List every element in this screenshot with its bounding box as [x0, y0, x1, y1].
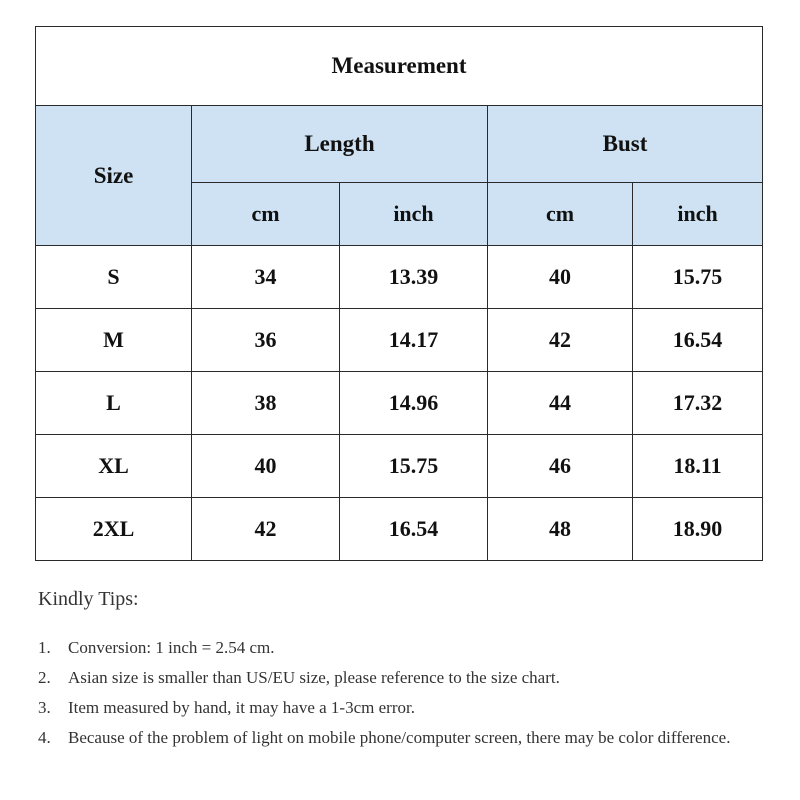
length-cm-cell: 34 — [192, 246, 340, 309]
size-cell: 2XL — [36, 498, 192, 561]
bust-cm-cell: 48 — [488, 498, 633, 561]
bust-inch-cell: 17.32 — [633, 372, 763, 435]
tip-text: Asian size is smaller than US/EU size, please reference to the size chart. — [68, 668, 560, 687]
tip-number: 3. — [38, 698, 51, 717]
bust-inch-header: inch — [633, 183, 763, 246]
length-inch-cell: 13.39 — [340, 246, 488, 309]
tips-list — [38, 633, 758, 753]
size-column-header: Size — [36, 106, 192, 246]
tip-number: 1. — [38, 638, 51, 657]
list-item — [38, 633, 758, 663]
tip-text: Conversion: 1 inch = 2.54 cm. — [68, 638, 275, 657]
length-cm-cell: 38 — [192, 372, 340, 435]
size-chart-table-wrapper — [35, 26, 762, 561]
list-item — [38, 663, 758, 693]
size-cell: M — [36, 309, 192, 372]
length-cm-cell: 36 — [192, 309, 340, 372]
bust-cm-cell: 42 — [488, 309, 633, 372]
length-inch-cell: 15.75 — [340, 435, 488, 498]
list-item — [38, 723, 758, 753]
length-inch-header: inch — [340, 183, 488, 246]
size-chart-table — [35, 26, 763, 561]
length-cm-cell: 42 — [192, 498, 340, 561]
size-cell: L — [36, 372, 192, 435]
table-row — [36, 435, 763, 498]
bust-inch-cell: 18.90 — [633, 498, 763, 561]
bust-inch-cell: 18.11 — [633, 435, 763, 498]
length-cm-header: cm — [192, 183, 340, 246]
bust-cm-cell: 44 — [488, 372, 633, 435]
bust-cm-cell: 40 — [488, 246, 633, 309]
bust-group-header: Bust — [488, 106, 763, 183]
table-row — [36, 246, 763, 309]
length-inch-cell: 14.96 — [340, 372, 488, 435]
table-title: Measurement — [36, 27, 763, 106]
size-cell: S — [36, 246, 192, 309]
kindly-tips-section — [38, 588, 758, 753]
tips-title: Kindly Tips: — [38, 588, 139, 610]
table-row — [36, 372, 763, 435]
tip-number: 4. — [38, 728, 51, 747]
tip-text: Because of the problem of light on mobile phone/computer screen, there may be color difference. — [68, 728, 731, 747]
length-cm-cell: 40 — [192, 435, 340, 498]
tip-text: Item measured by hand, it may have a 1-3cm error. — [68, 698, 415, 717]
bust-cm-cell: 46 — [488, 435, 633, 498]
bust-inch-cell: 15.75 — [633, 246, 763, 309]
table-row — [36, 309, 763, 372]
tip-number: 2. — [38, 668, 51, 687]
list-item — [38, 693, 758, 723]
length-inch-cell: 14.17 — [340, 309, 488, 372]
length-group-header: Length — [192, 106, 488, 183]
bust-inch-cell: 16.54 — [633, 309, 763, 372]
bust-cm-header: cm — [488, 183, 633, 246]
size-cell: XL — [36, 435, 192, 498]
table-row — [36, 498, 763, 561]
length-inch-cell: 16.54 — [340, 498, 488, 561]
